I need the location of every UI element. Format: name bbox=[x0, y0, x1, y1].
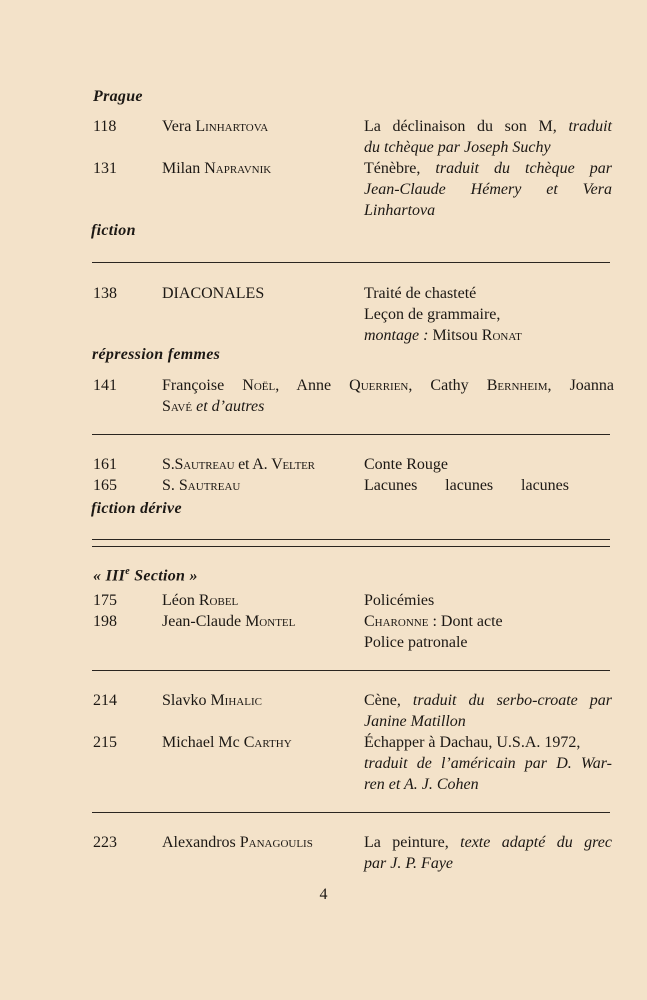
divider bbox=[92, 434, 610, 435]
page-ref: 215 bbox=[93, 734, 117, 751]
page-ref: 175 bbox=[93, 592, 117, 609]
work-title: Charonne : Dont acte Police patronale bbox=[364, 613, 503, 651]
divider bbox=[92, 812, 610, 813]
author: Léon Robel bbox=[162, 592, 239, 609]
author: Milan Napravnik bbox=[162, 160, 272, 177]
work-title: La peinture, texte adapté du grec par J. P. Faye bbox=[364, 834, 613, 872]
work-title: Lacunes lacunes lacunes bbox=[364, 477, 569, 494]
work-title: La déclinaison du son M, traduit du tchèque par Joseph Suchy bbox=[364, 118, 612, 156]
divider bbox=[92, 539, 610, 540]
page-ref: 165 bbox=[93, 477, 117, 494]
page-ref: 223 bbox=[93, 834, 117, 851]
author: Jean-Claude Montel bbox=[162, 613, 296, 630]
author: S.Sautreau et A. Velter bbox=[162, 456, 315, 473]
author: Vera Linhartova bbox=[162, 118, 269, 135]
page-ref: 138 bbox=[93, 285, 117, 302]
author-list: Françoise Noël, Anne Querrien, Cathy Bernheim, Joanna Savé et d’autres bbox=[162, 377, 614, 415]
work-title: Traité de chasteté Leçon de grammaire, montage : Mitsou Ronat bbox=[364, 285, 522, 344]
section-heading-fiction: fiction bbox=[91, 222, 136, 239]
author: Slavko Mihalic bbox=[162, 692, 262, 709]
work-title: Conte Rouge bbox=[364, 456, 448, 473]
work-title: Échapper à Dachau, U.S.A. 1972, traduit de l’américain par D. War- ren et A. J. Cohen bbox=[364, 734, 612, 793]
author: Michael Mc Carthy bbox=[162, 734, 292, 751]
page-ref: 198 bbox=[93, 613, 117, 630]
divider bbox=[92, 262, 610, 263]
author: Alexandros Panagoulis bbox=[162, 834, 313, 851]
page-ref: 131 bbox=[93, 160, 117, 177]
section-heading-troisieme-section: « IIIe Section » bbox=[93, 566, 198, 585]
work-title: Cène, traduit du serbo-croate par Janine Matillon bbox=[364, 692, 613, 730]
author: DIACONALES bbox=[162, 285, 265, 302]
work-title: Ténèbre, traduit du tchèque par Jean-Claude Hémery et Vera Linhartova bbox=[364, 160, 612, 219]
page-ref: 118 bbox=[93, 118, 117, 135]
page-ref: 214 bbox=[93, 692, 117, 709]
page-number: 4 bbox=[319, 886, 328, 903]
divider bbox=[92, 670, 610, 671]
section-heading-fiction-derive: fiction dérive bbox=[91, 500, 182, 517]
divider bbox=[92, 546, 610, 547]
page-ref: 141 bbox=[93, 377, 117, 394]
work-title: Policémies bbox=[364, 592, 435, 609]
section-heading-repression: répression femmes bbox=[92, 346, 221, 363]
page-ref: 161 bbox=[93, 456, 117, 473]
section-heading-prague: Prague bbox=[93, 88, 143, 105]
author: S. Sautreau bbox=[162, 477, 241, 494]
